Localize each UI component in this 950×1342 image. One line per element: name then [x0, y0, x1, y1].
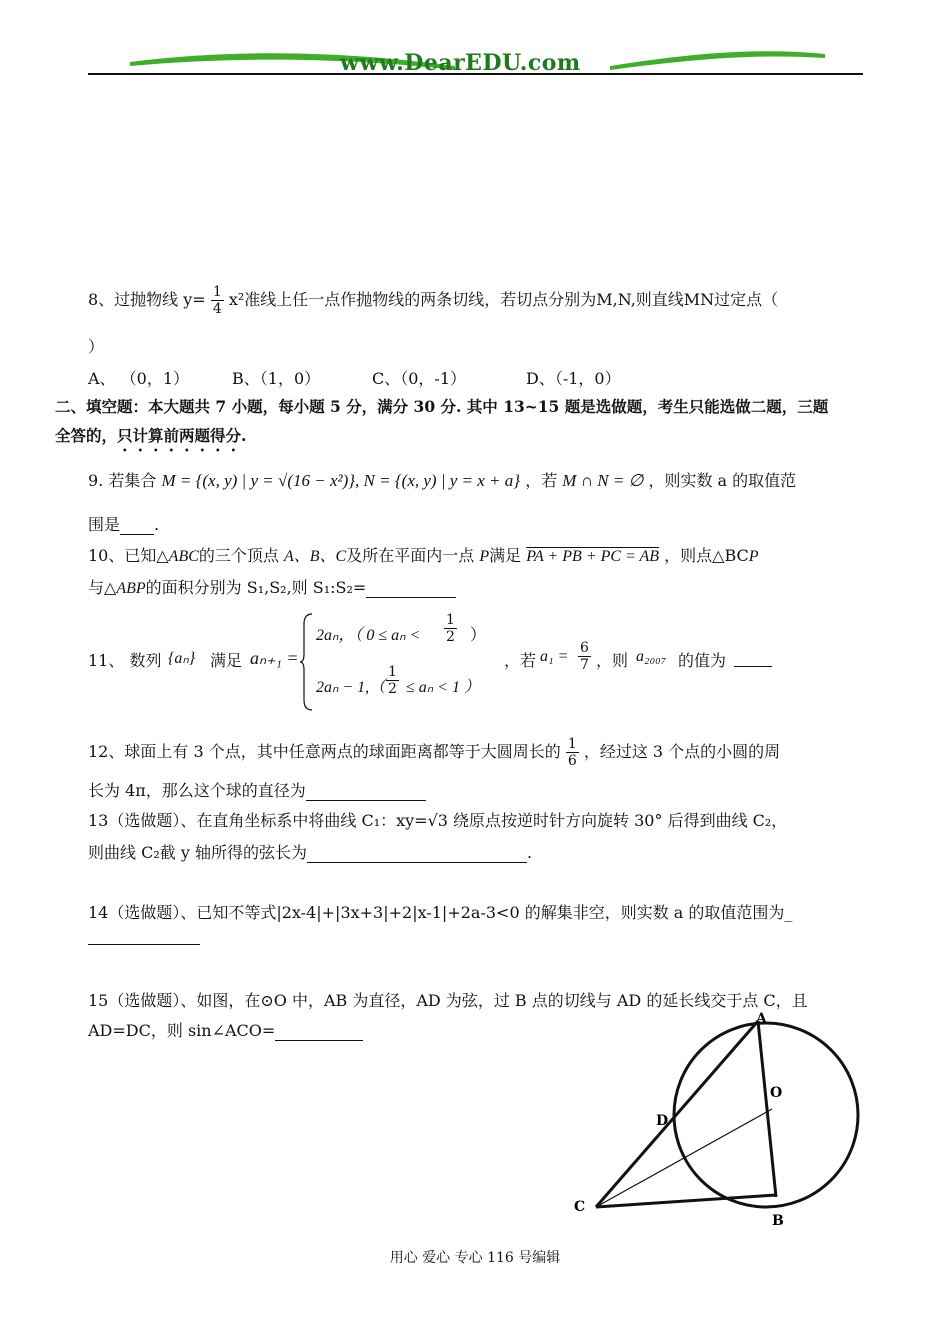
q8-option-b: B、（1，0） [232, 369, 321, 388]
q8-option-a: A、 （0，1） [88, 369, 190, 388]
dotted-emphasis: 只计算前两题得分. [117, 426, 247, 445]
q8-option-d: D、（-1，0） [526, 369, 621, 388]
q12-line2: 长为 4π，那么这个球的直径为 [88, 778, 426, 801]
q11-answer-blank [734, 666, 772, 667]
q10-vector-eq: PA + PB + PC = AB [526, 548, 660, 565]
q8-option-c: C、（0，-1） [372, 369, 467, 388]
q13-answer-blank [307, 843, 527, 863]
q8-fraction: $\frac{1}{4}$ [212, 284, 222, 317]
q11-brace [300, 612, 314, 712]
q9-sets: M = {(x, y) | y = √(16 − x²)}, N = {(x, y) | y = x + a} [161, 471, 521, 490]
label-b: B [772, 1213, 784, 1229]
line-ac [596, 1021, 758, 1207]
q14-line1: 14（选做题）、已知不等式|2x-4|+|3x+3|+2|x-1|+2a-3<0 的解集非空，则实数 a 的取值范围为_ [88, 903, 793, 922]
section2-heading-line1: 二、填空题：本大题共 7 小题，每小题 5 分，满分 30 分. 其中 13~15 题是选做题，考生只能选做二题，三题 [55, 397, 829, 416]
q11-block: 11、 数列 {aₙ} 满足 aₙ₊₁ = 2aₙ，（ 0 ≤ aₙ < $\frac{1}{2}$ ） 2aₙ − 1,（ $\frac{1}{2}$ ≤ aₙ < 1 ） ，若 a₁ = $\frac{6}{7}$ ，则 a₂₀₀₇ 的值为 [88, 612, 868, 712]
q9-line1: 9. 若集合 M = {(x, y) | y = √(16 − x²)}, N = {(x, y) | y = x + a} ，若 M ∩ N = ∅ ，则实数 a 的取值范 [88, 471, 797, 490]
q10-answer-blank [366, 578, 456, 598]
header-rule [88, 73, 863, 75]
label-d: D [656, 1113, 669, 1129]
q13-line2: 则曲线 C₂截 y 轴所得的弦长为 . [88, 843, 533, 862]
q8-line1: 8、过抛物线 y= $\frac{1}{4}$ x²准线上任一点作抛物线的两条切线，若切点分别为M,N,则直线MN过定点（ [88, 284, 779, 317]
circle-figure [560, 1005, 870, 1235]
circle-o [674, 1023, 858, 1207]
q9-answer-blank [120, 515, 154, 535]
q9-line2: 围是 . [88, 515, 160, 534]
q15-line1: 15（选做题）、如图，在⊙O 中，AB 为直径，AD 为弦，过 B 点的切线与 AD 的延长线交于点 C，且 [88, 991, 808, 1010]
label-o: O [770, 1085, 783, 1101]
diameter-ab [758, 1021, 776, 1197]
section2-heading-line2: 全答的，只计算前两题得分. [55, 426, 247, 445]
q15-answer-blank [275, 1021, 363, 1041]
q12-answer-blank [306, 781, 426, 801]
q10-line2: 与△ABP的面积分别为 S₁,S₂,则 S₁:S₂= [88, 575, 456, 598]
q8-line2: ） [88, 337, 105, 356]
page-footer: 用心 爱心 专心 116 号编辑 [389, 1250, 561, 1266]
q14-answer-blank [88, 944, 200, 945]
line-co [596, 1109, 772, 1207]
q15-line2: AD=DC，则 sin∠ACO= [88, 1018, 363, 1041]
q13-line1: 13（选做题）、在直角坐标系中将曲线 C₁：xy=√3 绕原点按逆时针方向旋转 30° 后得到曲线 C₂， [88, 811, 788, 830]
q10-line1: 10、已知△ABC的三个顶点 A、B、C及所在平面内一点 P满足 PA + PB + PC = AB ，则点△BCP [88, 546, 759, 565]
label-c: C [574, 1199, 586, 1215]
label-a: A [756, 1011, 767, 1027]
site-name: www.DearEDU.com [340, 50, 581, 76]
q12-line1: 12、球面上有 3 个点，其中任意两点的球面距离都等于大圆周长的 $\frac{1}{6}$ ，经过这 3 个点的小圆的周 [88, 736, 781, 769]
